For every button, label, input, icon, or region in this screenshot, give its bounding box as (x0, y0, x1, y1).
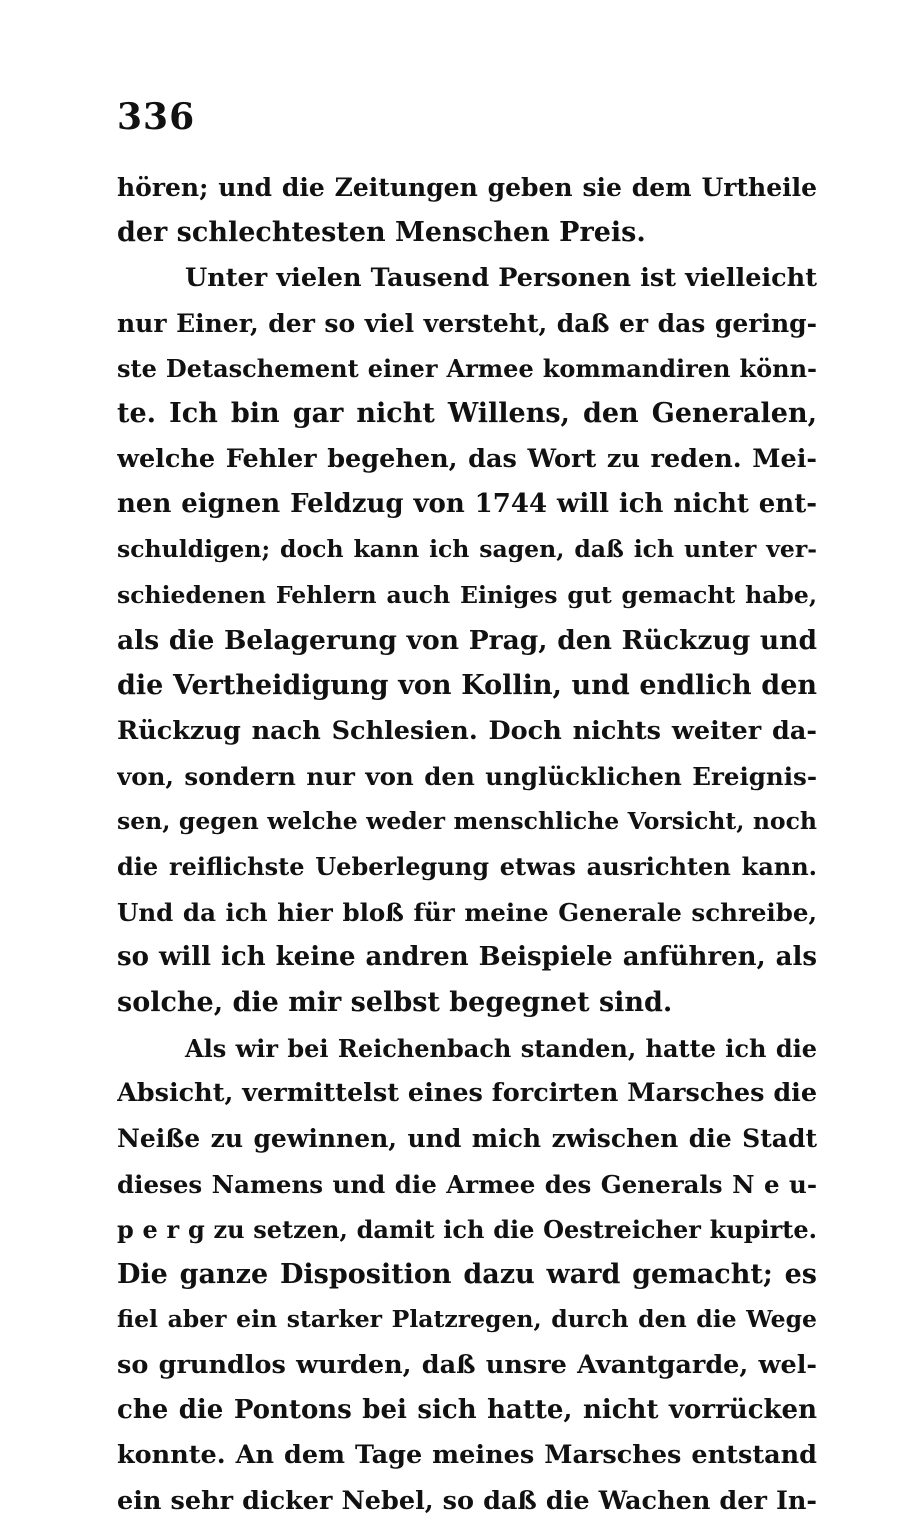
text-line: che die Pontons bei sich hatte, nicht vorrücken (117, 1395, 817, 1426)
text-line: als die Belagerung von Prag, den Rückzug und (117, 624, 817, 656)
text-line: Absicht, vermittelst eines forcirten Marsches die (117, 1077, 817, 1108)
text-line: so will ich keine andren Beispiele anführen, als (117, 942, 817, 973)
text-line: nen eignen Feldzug von 1744 will ich nicht ent- (117, 489, 817, 520)
text-line: Rückzug nach Schlesien. Doch nichts weiter da- (117, 715, 817, 746)
text-line: nur Einer, der so viel versteht, daß er das gering- (117, 308, 817, 338)
body-text (117, 165, 817, 1524)
text-line: Unter vielen Tausend Personen ist vielleicht (185, 262, 817, 293)
text-line: welche Fehler begehen, das Wort zu reden. Mei- (117, 443, 817, 474)
text-line: dieses Namens und die Armee des Generals N e u- (117, 1169, 817, 1199)
text-line: ste Detaschement einer Armee kommandiren könn- (117, 354, 817, 384)
text-line: p e r g zu setzen, damit ich die Oestreicher kupirte. (117, 1214, 817, 1244)
text-line: schuldigen; doch kann ich sagen, daß ich unter ver- (117, 535, 817, 564)
text-line: die reiflichste Ueberlegung etwas ausrichten kann. (117, 852, 817, 882)
text-line: hören; und die Zeitungen geben sie dem Urtheile (117, 173, 817, 202)
text-line: Die ganze Disposition dazu ward gemacht; es (117, 1259, 817, 1291)
text-line: Neiße zu gewinnen, und mich zwischen die Stadt (117, 1124, 817, 1154)
text-line: sen, gegen welche weder menschliche Vorsicht, noch (117, 807, 817, 836)
text-line: solche, die mir selbst begegnet sind. (117, 987, 673, 1019)
text-line: Als wir bei Reichenbach standen, hatte ich die (185, 1033, 817, 1063)
text-line: fiel aber ein starker Platzregen, durch den die Wege (117, 1305, 817, 1334)
text-line: konnte. An dem Tage meines Marsches entstand (117, 1440, 817, 1471)
text-line: ein sehr dicker Nebel, so daß die Wachen der In- (117, 1485, 817, 1516)
text-line: so grundlos wurden, daß unsre Avantgarde, wel- (117, 1349, 817, 1380)
text-line: der schlechtesten Menschen Preis. (117, 217, 646, 249)
text-line: schiedenen Fehlern auch Einiges gut gemacht habe, (117, 580, 817, 609)
text-line: Und da ich hier bloß für meine Generale schreibe, (117, 897, 817, 927)
text-line: die Vertheidigung von Kollin, und endlich den (117, 670, 817, 702)
text-line: von, sondern nur von den unglücklichen Ereignis- (117, 761, 817, 791)
page-number: 336 (117, 96, 196, 138)
text-line: te. Ich bin gar nicht Willens, den Generalen, (117, 398, 817, 430)
